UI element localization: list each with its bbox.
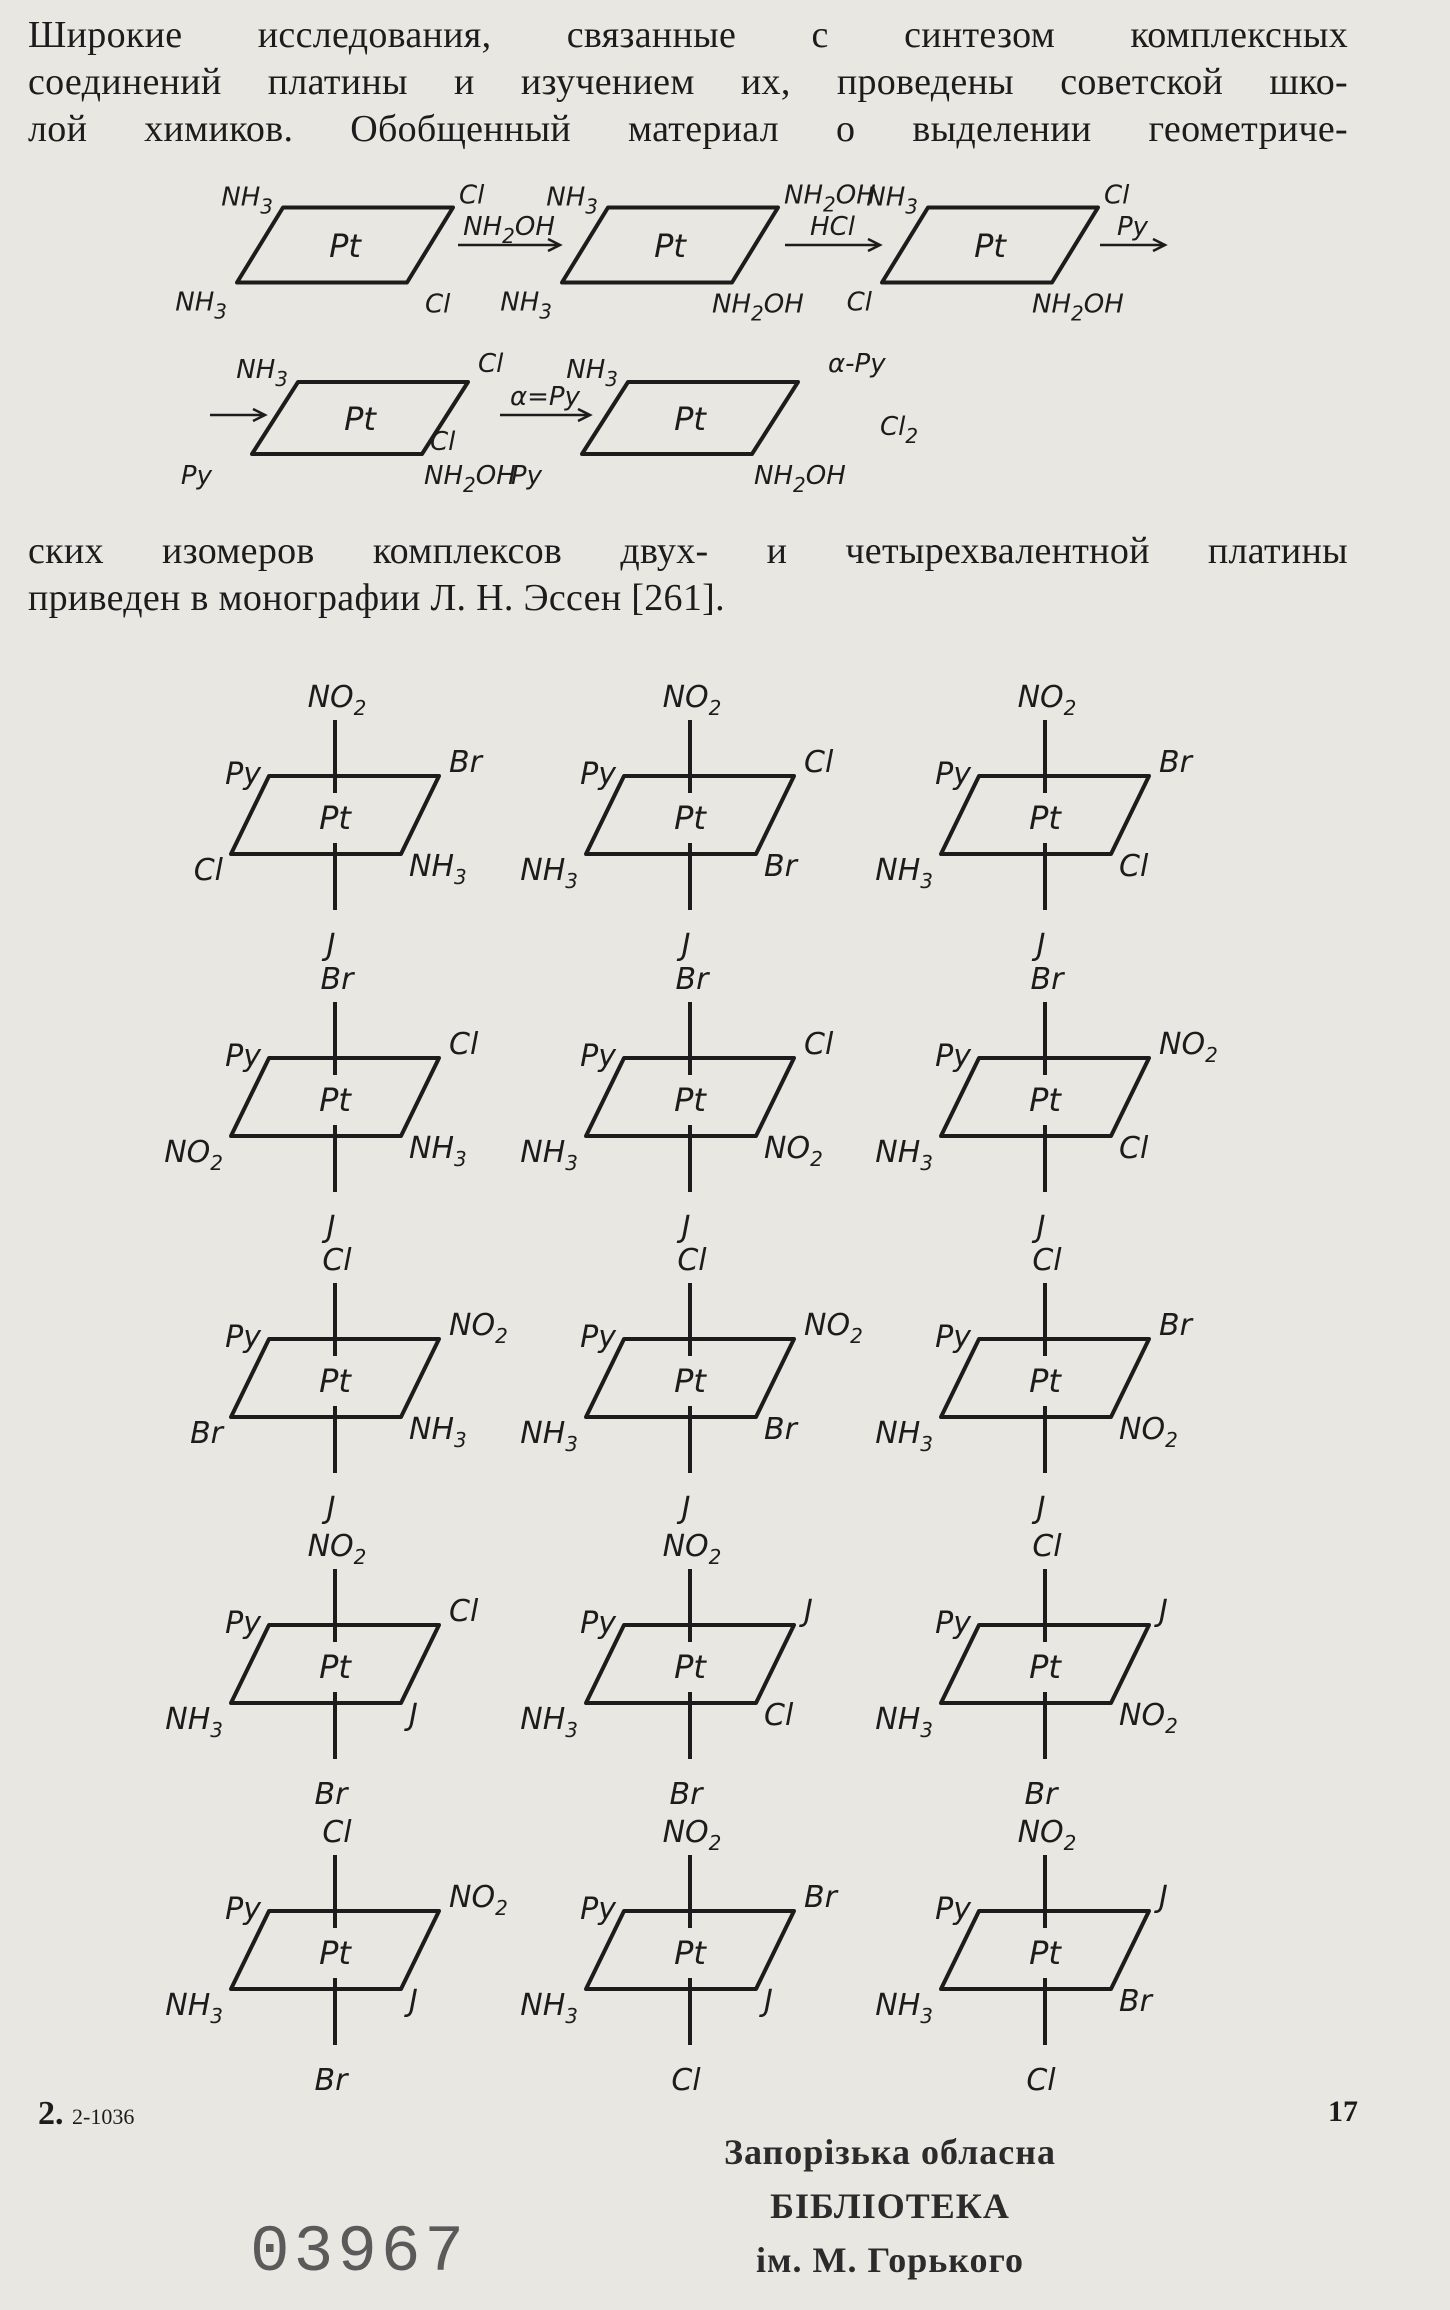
ligand-label: J [681, 1491, 691, 1526]
ligand-label: Py [225, 1320, 261, 1355]
isomer-structure [520, 1529, 813, 1812]
ligand-label: Py [935, 757, 971, 792]
ligand-label: J [326, 928, 336, 963]
center-atom: Pt [344, 400, 376, 438]
center-atom: Pt [1029, 799, 1061, 837]
ligand-label: Br [190, 1416, 223, 1451]
ligand-label: $NH_3$ [409, 1131, 467, 1171]
isomer-structure [520, 962, 834, 1245]
ligand-label: Br [1159, 1308, 1192, 1343]
ligand-label: $NO_2$ [662, 1529, 722, 1569]
ligand-label: Cl [449, 1027, 479, 1062]
ligand-label: $NH_3$ [566, 355, 618, 391]
ligand-label: Cl [671, 2063, 701, 2098]
ligand-label: Cl [1032, 1529, 1062, 1564]
ligand-label: Cl [764, 1698, 794, 1733]
ligand-label: $NH_3$ [236, 355, 288, 391]
ligand-label: Br [675, 962, 709, 997]
ligand-label: Py [510, 461, 542, 491]
ligand-label: J [326, 1491, 336, 1526]
text-line: приведен в монографии Л. Н. Эссен [261]. [28, 577, 725, 619]
ligand-label: Br [449, 745, 482, 780]
ligand-label: J [764, 1984, 773, 2019]
ligand-label: Py [225, 757, 261, 792]
ligand-label: $NH_3$ [409, 849, 467, 889]
ligand-label: Cl [449, 1594, 479, 1629]
ligand-label: $NH_3$ [520, 1988, 578, 2028]
stamp-line: Запорізька обласна [723, 2132, 1056, 2172]
ligand-label: Br [1024, 1777, 1058, 1812]
ligand-label: $NH_3$ [520, 1135, 578, 1175]
ligand-label: Py [225, 1606, 261, 1641]
isomer-structure [520, 1815, 838, 2098]
ligand-label: Cl [1026, 2063, 1056, 2098]
ligand-label: $NO_2$ [307, 680, 367, 720]
center-atom: Pt [319, 1081, 351, 1119]
ligand-label: Py [225, 1039, 261, 1074]
ligand-label: Py [225, 1892, 261, 1927]
ligand-label: $NH_3$ [520, 1702, 578, 1742]
center-atom: Pt [319, 1648, 351, 1686]
ligand-label: $NH_2OH$ [754, 461, 846, 497]
ligand-label: Py [580, 1606, 616, 1641]
ligand-label: Br [804, 1880, 837, 1915]
center-atom: Pt [674, 799, 706, 837]
isomer-structure [875, 680, 1193, 963]
ligand-label: Py [180, 461, 212, 491]
center-atom: Pt [674, 1362, 706, 1400]
center-atom: Pt [1029, 1081, 1061, 1119]
center-atom: Pt [674, 1081, 706, 1119]
ligand-label: $NH_3$ [875, 1702, 933, 1742]
ligand-label: Br [764, 849, 797, 884]
ligand-label: $NH_3$ [165, 1702, 223, 1742]
isomer-structure [194, 680, 484, 963]
ligand-label: Br [1159, 745, 1192, 780]
ligand-label: J [1159, 1880, 1168, 1915]
ligand-label: $NO_2$ [662, 1815, 722, 1855]
ligand-label: Cl [322, 1243, 352, 1278]
ligand-label: Py [580, 757, 616, 792]
ligand-label: Br [764, 1412, 797, 1447]
ligand-label: Py [580, 1892, 616, 1927]
ligand-label: $NH_3$ [866, 182, 918, 219]
ligand-label: $NO_2$ [307, 1529, 367, 1569]
ligand-label: $NH_3$ [409, 1412, 467, 1452]
printer-signature: 2. 2-1036 [38, 2095, 135, 2132]
ligand-label: Cl [478, 349, 504, 379]
isomer-structure [875, 1243, 1193, 1526]
ligand-label: Cl [459, 180, 485, 211]
ligand-label: J [681, 928, 691, 963]
ligand-label: J [681, 1210, 691, 1245]
ligand-label: Py [580, 1320, 616, 1355]
center-atom: Pt [1029, 1934, 1061, 1972]
stamp-line: ім. М. Горького [755, 2240, 1025, 2280]
ligand-label: $NO_2$ [804, 1308, 863, 1348]
ligand-label: Cl [425, 289, 451, 320]
ligand-label: $NH_2OH$ [424, 461, 516, 497]
ligand-label: Cl [430, 427, 456, 457]
ligand-label: J [804, 1594, 813, 1629]
ligand-label: $NH_3$ [546, 182, 598, 219]
ligand-label: $NO_2$ [662, 680, 722, 720]
ligand-label: Py [935, 1606, 971, 1641]
ligand-label: Br [314, 2063, 348, 2098]
reagent-label: HCl [810, 212, 855, 242]
center-atom: Pt [319, 1934, 351, 1972]
ligand-label: $NH_3$ [500, 287, 552, 324]
ligand-label: Cl [193, 853, 223, 888]
ligand-label: J [326, 1210, 336, 1245]
center-atom: Pt [319, 1362, 351, 1400]
ligand-label: $NH_2OH$ [712, 289, 804, 326]
reagent-label: $NH_2OH$ [463, 212, 555, 248]
ligand-label: $NO_2$ [1017, 1815, 1077, 1855]
ligand-label: Br [1119, 1984, 1152, 2019]
center-atom: Pt [674, 400, 706, 438]
center-atom: Pt [654, 227, 686, 265]
ligand-label: $NO_2$ [449, 1880, 508, 1920]
ligand-label: $NH_2OH$ [784, 180, 876, 217]
center-atom: Pt [319, 799, 351, 837]
ligand-label: $NH_3$ [520, 853, 578, 893]
ligand-label: $NH_2OH$ [1032, 289, 1124, 326]
isomer-structure [875, 962, 1218, 1245]
ligand-label: $NO_2$ [1119, 1412, 1178, 1452]
ligand-label: J [1159, 1594, 1168, 1629]
center-atom: Pt [974, 227, 1006, 265]
ligand-label: J [1036, 1491, 1046, 1526]
inventory-number: 03967 [250, 2215, 469, 2290]
ligand-label: J [409, 1698, 418, 1733]
center-atom: Pt [329, 227, 361, 265]
isomer-structure [520, 680, 834, 963]
text-line: соединений платины и изучением их, проведены советской шко- [28, 61, 1348, 103]
text-line: ских изомеров комплексов двух- и четырехвалентной платины [28, 530, 1348, 572]
isomer-structure [164, 962, 479, 1245]
ligand-label: $NO_2$ [1017, 680, 1077, 720]
ligand-label: $NH_3$ [221, 182, 273, 219]
ligand-label: Cl [1104, 180, 1130, 211]
ligand-label: $NO_2$ [449, 1308, 508, 1348]
stamp-line: БІБЛІОТЕКА [770, 2186, 1010, 2226]
ligand-label: $NH_3$ [875, 1988, 933, 2028]
page-number: 17 [1328, 2095, 1358, 2128]
outer-sphere: $Cl_2$ [880, 412, 919, 448]
ligand-label: $NH_3$ [520, 1416, 578, 1456]
ligand-label: $NO_2$ [1119, 1698, 1178, 1738]
ligand-label: Cl [1119, 849, 1149, 884]
isomer-structure [165, 1815, 508, 2098]
ligand-label: J [409, 1984, 418, 2019]
ligand-label: Br [1030, 962, 1064, 997]
ligand-label: J [1036, 1210, 1046, 1245]
ligand-label: $NH_3$ [165, 1988, 223, 2028]
ligand-label: $NH_3$ [175, 287, 227, 324]
ligand-label: $NH_3$ [875, 1135, 933, 1175]
isomer-structure [190, 1243, 508, 1526]
ligand-label: Py [580, 1039, 616, 1074]
isomer-structure [875, 1815, 1168, 2098]
text-line: лой химиков. Обобщенный материал о выделении геометриче- [28, 108, 1348, 150]
ligand-label: J [1036, 928, 1046, 963]
ligand-label: Br [320, 962, 354, 997]
ligand-label: Cl [322, 1815, 352, 1850]
ligand-label: Cl [804, 1027, 834, 1062]
center-atom: Pt [674, 1934, 706, 1972]
ligand-label: $NH_3$ [875, 1416, 933, 1456]
center-atom: Pt [1029, 1362, 1061, 1400]
ligand-label: α-Py [828, 349, 886, 379]
library-stamp [690, 2125, 1090, 2287]
ligand-label: Cl [804, 745, 834, 780]
ligand-label: $NO_2$ [764, 1131, 823, 1171]
center-atom: Pt [1029, 1648, 1061, 1686]
text-line: Широкие исследования, связанные с синтезом комплексных [28, 14, 1348, 56]
ligand-label: Cl [677, 1243, 707, 1278]
center-atom: Pt [674, 1648, 706, 1686]
ligand-label: $NH_3$ [875, 853, 933, 893]
ligand-label: Cl [846, 287, 872, 318]
ligand-label: Cl [1032, 1243, 1062, 1278]
ligand-label: Py [935, 1892, 971, 1927]
isomer-structure [520, 1243, 863, 1526]
ligand-label: Br [314, 1777, 348, 1812]
ligand-label: $NO_2$ [1159, 1027, 1218, 1067]
ligand-label: Br [669, 1777, 703, 1812]
reagent-label: α=Py [510, 382, 580, 412]
ligand-label: Py [935, 1039, 971, 1074]
ligand-label: Py [935, 1320, 971, 1355]
isomer-structure [875, 1529, 1178, 1812]
ligand-label: $NO_2$ [164, 1135, 223, 1175]
ligand-label: Cl [1119, 1131, 1149, 1166]
isomer-structure [165, 1529, 479, 1812]
reagent-label: Py [1116, 212, 1149, 242]
